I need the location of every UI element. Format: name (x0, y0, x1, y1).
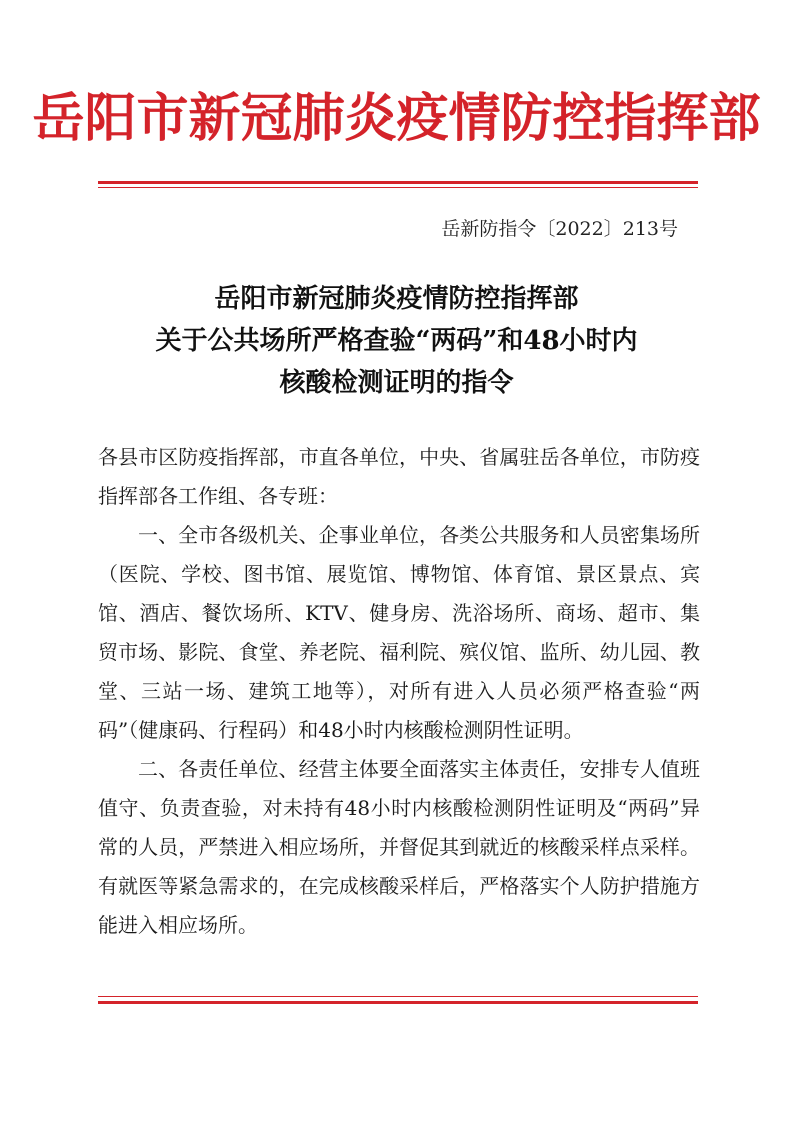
addressee: 各县市区防疫指挥部，市直各单位，中央、省属驻岳各单位，市防疫指挥部各工作组、各专班： (98, 445, 700, 508)
paragraph: 一、全市各级机关、企事业单位，各类公共服务和人员密集场所（医院、学校、图书馆、展览馆、博物馆、体育馆、景区景点、宾馆、酒店、餐饮场所、KTV、健身房、洗浴场所、商场、超市、集贸市场、影院、食堂、养老院、福利院、殡仪馆、监所、幼儿园、教堂、三站一场、建筑工地等），对所有进入人员必须严格查验“两码”（健康码、行程码）和48小时内核酸检测阴性证明。 (98, 523, 700, 742)
title-line: 核酸检测证明的指令 (279, 368, 514, 398)
document-number: 岳新防指令〔2022〕213号 (441, 218, 678, 240)
footer-rule-thin (98, 996, 698, 997)
title-line: 关于公共场所严格查验“两码”和48小时内 (155, 326, 638, 356)
header-rule-thick (98, 181, 698, 184)
document-body (98, 438, 700, 945)
paragraph: 二、各责任单位、经营主体要全面落实主体责任，安排专人值班值守、负责查验，对未持有48小时内核酸检测阴性证明及“两码”异常的人员，严禁进入相应场所，并督促其到就近的核酸采样点采样。有就医等紧急需求的，在完成核酸采样后，严格落实个人防护措施方能进入相应场所。 (98, 757, 700, 937)
title-line: 岳阳市新冠肺炎疫情防控指挥部 (214, 284, 579, 314)
footer-rule-thick (98, 1001, 698, 1004)
header-rule-thin (98, 187, 698, 188)
issuer-header: 岳阳市新冠肺炎疫情防控指挥部 (32, 88, 761, 149)
document-title (0, 278, 793, 404)
